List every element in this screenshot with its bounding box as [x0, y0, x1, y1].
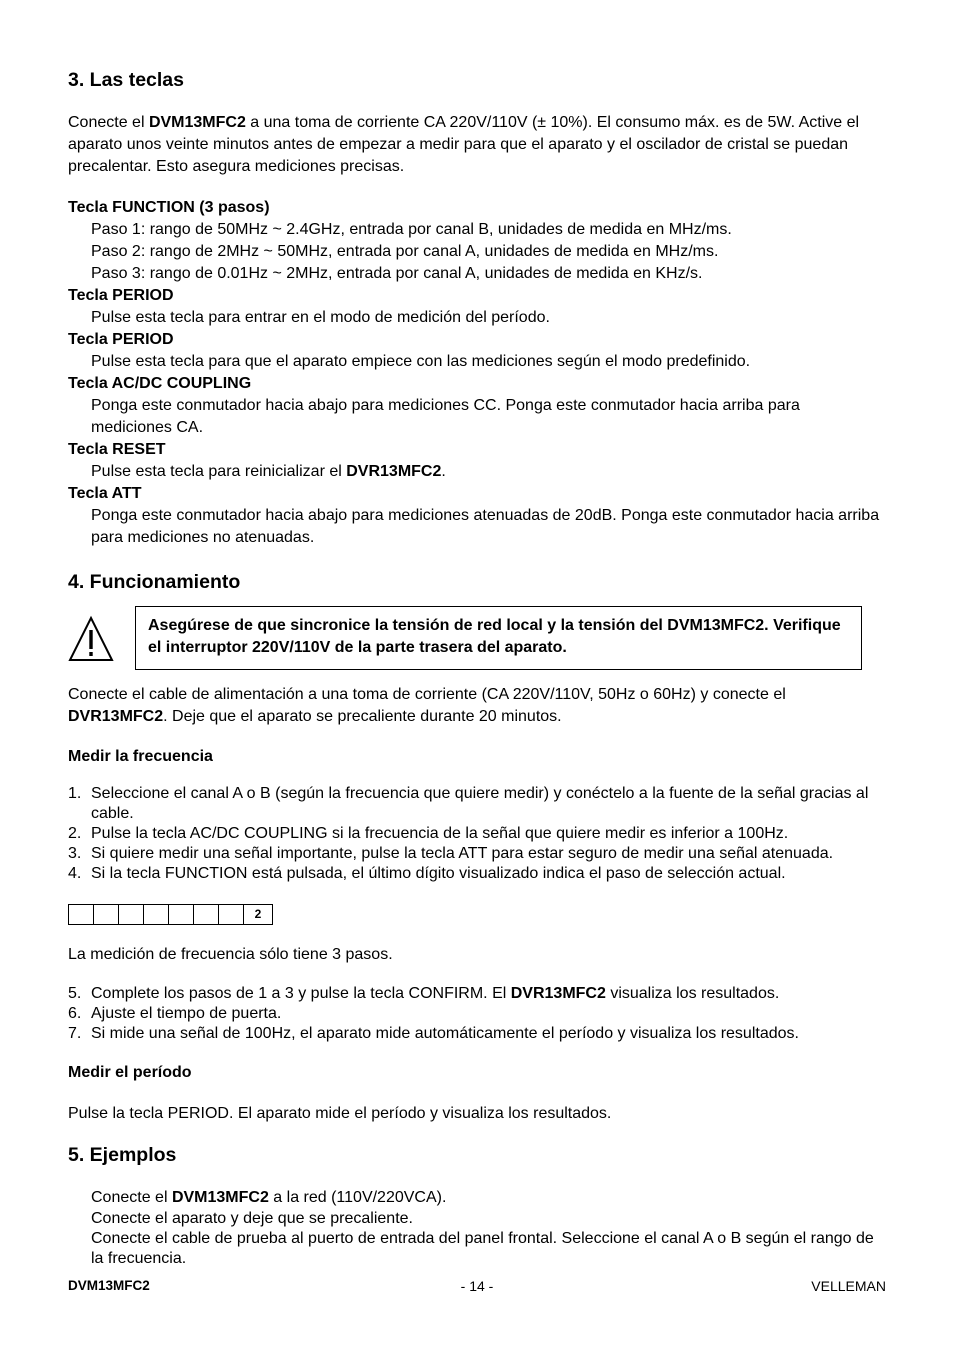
display-digits: [68, 904, 273, 925]
page-footer: [68, 1275, 886, 1295]
example-line: Conecte el aparato y deje que se precaliente.: [91, 1210, 413, 1227]
key-period: Tecla PERIOD Pulse esta tecla para entrar en el modo de medición del período.: [68, 287, 550, 326]
warning-icon: [68, 614, 114, 662]
digit-cell: [144, 905, 169, 924]
footer-page-number: - 14 -: [460, 1278, 494, 1294]
measure-frequency-title: Medir la frecuencia: [68, 748, 213, 765]
list-item: 1. Seleccione el canal A o B (según la frecuencia que quiere medir) y conéctelo a la fuente de la señal gracias al cable.: [68, 785, 869, 822]
measure-period-title: Medir el período: [68, 1064, 192, 1081]
list-item: 6. Ajuste el tiempo de puerta.: [68, 1005, 282, 1022]
list-item: 4. Si la tecla FUNCTION está pulsada, el último dígito visualizado indica el paso de selección actual.: [68, 865, 786, 882]
list-item: 3. Si quiere medir una señal importante, pulse la tecla ATT para estar seguro de medir una señal atenuada.: [68, 845, 834, 862]
example-line: Conecte el DVM13MFC2 a la red (110V/220VCA).: [91, 1189, 447, 1206]
digit-cell: [219, 905, 244, 924]
key-period-2: Tecla PERIOD Pulse esta tecla para que el aparato empiece con las mediciones según el modo predefinido.: [68, 331, 751, 370]
warning-box: Asegúrese de que sincronice la tensión de red local y la tensión del DVM13MFC2. Verifique el interruptor 220V/110V de la parte trasera del aparato.: [135, 606, 862, 670]
list-item: 2. Pulse la tecla AC/DC COUPLING si la frecuencia de la señal que quiere medir es inferior a 100Hz.: [68, 825, 789, 842]
list-item: 7. Si mide una señal de 100Hz, el aparato mide automáticamente el período y visualiza los resultados.: [68, 1025, 799, 1042]
keys-list: [68, 197, 884, 549]
digit-cell: [94, 905, 119, 924]
list-item: 5. Complete los pasos de 1 a 3 y pulse la tecla CONFIRM. El DVR13MFC2 visualiza los resultados.: [68, 985, 780, 1002]
digit-cell: [169, 905, 194, 924]
digit-cell: [119, 905, 144, 924]
digit-cell: [69, 905, 94, 924]
section-3-intro: Conecte el DVM13MFC2 a una toma de corriente CA 220V/110V (± 10%). El consumo máx. es de 5W. Active el aparato unos veinte minutos antes de empezar a medir para que el aparato y el oscilador de cristal se puedan precalentar. Esto asegura mediciones precisas.: [68, 114, 860, 175]
key-function: Tecla FUNCTION (3 pasos) Paso 1: rango de 50MHz ~ 2.4GHz, entrada por canal B, unidades de medida en MHz/ms. Paso 2: rango de 2MHz ~ 50MHz, entrada por canal A, unidades de medida en MHz/ms. Paso 3: rango de 0.01Hz ~ 2MHz, entrada por canal A, unidades de medida en KHz/s.: [68, 199, 732, 282]
key-att: Tecla ATT Ponga este conmutador hacia abajo para mediciones atenuadas de 20dB. Ponga este conmutador hacia arriba para mediciones no atenuadas.: [68, 485, 880, 546]
measure-period-text: Pulse la tecla PERIOD. El aparato mide el período y visualiza los resultados.: [68, 1105, 612, 1122]
digit-cell: [194, 905, 219, 924]
frequency-steps: [68, 784, 884, 884]
key-reset: Tecla RESET Pulse esta tecla para reinicializar el DVR13MFC2.: [68, 441, 446, 480]
section-4-intro: Conecte el cable de alimentación a una toma de corriente (CA 220V/110V, 50Hz o 60Hz) y conecte el DVR13MFC2. Deje que el aparato se precaliente durante 20 minutos.: [68, 686, 786, 725]
footer-brand: VELLEMAN: [811, 1278, 886, 1294]
digit-cell-last: 2: [254, 907, 262, 921]
steps-note: La medición de frecuencia sólo tiene 3 pasos.: [68, 946, 393, 963]
footer-model: DVM13MFC2: [68, 1278, 150, 1293]
example-line: Conecte el cable de prueba al puerto de entrada del panel frontal. Seleccione el canal A o B según el rango de la frecuencia.: [91, 1230, 874, 1267]
section-3-title: 3. Las teclas: [68, 69, 184, 91]
key-acdc-coupling: Tecla AC/DC COUPLING Ponga este conmutador hacia abajo para mediciones CC. Ponga este conmutador hacia arriba para mediciones CA.: [68, 375, 800, 436]
examples-list: [68, 1187, 884, 1269]
frequency-steps-2: [68, 984, 884, 1044]
section-5-title: 5. Ejemplos: [68, 1144, 177, 1166]
section-4-title: 4. Funcionamiento: [68, 571, 241, 593]
